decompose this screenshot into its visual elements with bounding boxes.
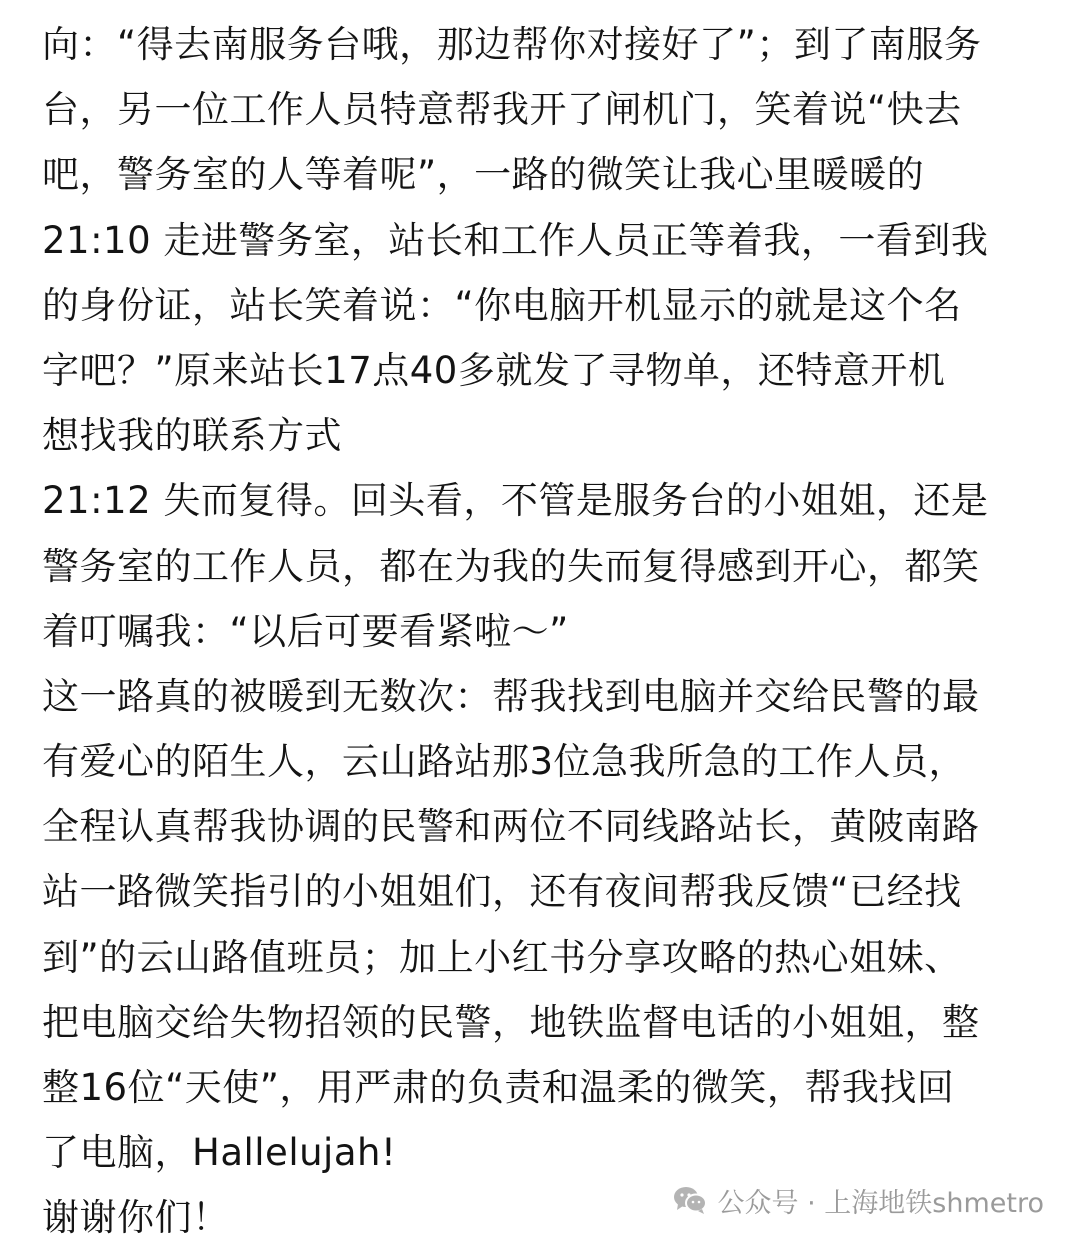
text-line: 有爱心的陌生人，云山路站那3位急我所急的工作人员， — [42, 740, 967, 784]
text-line: 了电脑，Hallelujah! — [42, 1131, 397, 1175]
text-line: 站一路微笑指引的小姐姐们，还有夜间帮我反馈“已经找 — [42, 870, 962, 914]
text-line: 到”的云山路值班员；加上小红书分享攻略的热心姐妹、 — [42, 935, 962, 979]
text-line: 这一路真的被暖到无数次：帮我找到电脑并交给民警的最 — [42, 674, 980, 718]
text-line: 的身份证，站长笑着说：“你电脑开机显示的就是这个名 — [42, 283, 962, 327]
text-line: 警务室的工作人员，都在为我的失而复得感到开心，都笑 — [42, 544, 980, 588]
text-line: 21:10 走进警务室，站长和工作人员正等着我，一看到我 — [42, 218, 989, 262]
article-text — [42, 12, 1052, 1251]
text-line: 谢谢你们！ — [42, 1196, 230, 1240]
text-line: 把电脑交给失物招领的民警，地铁监督电话的小姐姐，整 — [42, 1000, 980, 1044]
text-line: 台，另一位工作人员特意帮我开了闸机门，笑着说“快去 — [42, 88, 962, 132]
account-watermark — [672, 1176, 1044, 1224]
watermark-text: 公众号 · 上海地铁shmetro — [717, 1187, 1044, 1219]
wechat-icon — [672, 1184, 708, 1216]
text-line: 向：“得去南服务台哦，那边帮你对接好了”；到了南服务 — [42, 23, 982, 66]
text-line: 整16位“天使”，用严肃的负责和温柔的微笑，帮我找回 — [42, 1066, 955, 1109]
text-line: 吧，警务室的人等着呢”，一路的微笑让我心里暖暖的 — [42, 153, 925, 197]
text-line: 想找我的联系方式 — [42, 414, 342, 458]
text-line: 21:12 失而复得。回头看，不管是服务台的小姐姐，还是 — [42, 479, 989, 523]
text-line: 着叮嘱我：“以后可要看紧啦～” — [42, 609, 569, 653]
text-line: 字吧？”原来站长17点40多就发了寻物单，还特意开机 — [42, 348, 946, 392]
text-line: 全程认真帮我协调的民警和两位不同线路站长，黄陂南路 — [42, 805, 980, 849]
